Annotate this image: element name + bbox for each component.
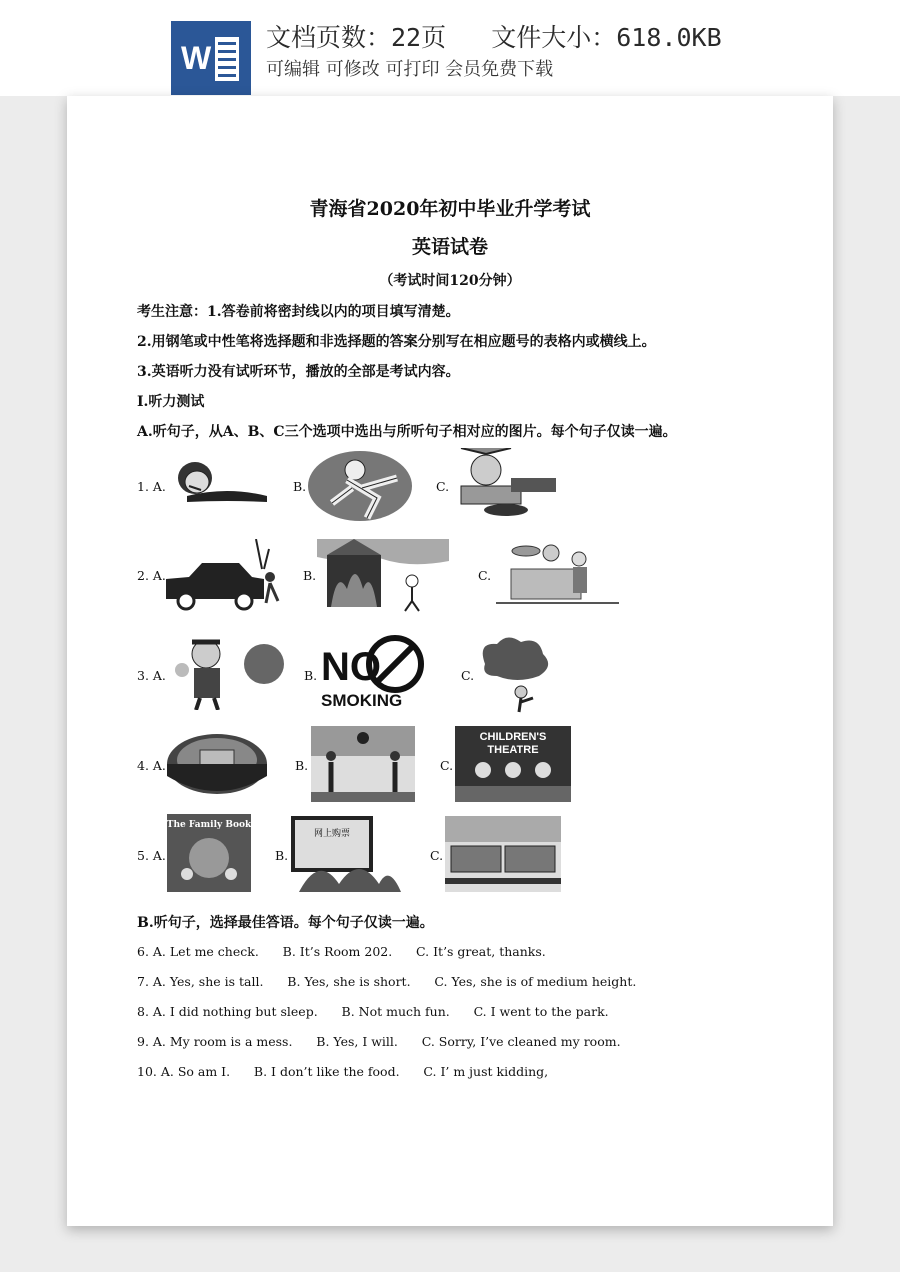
question-7: 7. A. Yes, she is tall. B. Yes, she is short. C. Yes, she is of medium height. [137,974,637,989]
note-2: 2.用钢笔或中性笔将选择题和非选择题的答案分别写在相应题号的表格内或横线上。 [137,334,656,350]
q5-picture-c-train [445,816,561,892]
q4-picture-c-childrens-theatre [455,726,571,802]
online-ticket-text: 网上购票 [313,829,351,839]
question-10: 10. A. So am I. B. I don’t like the food. C. I’ m just kidding, [137,1064,549,1079]
document-features: 可编辑 可修改 可打印 会员免费下载 [266,59,554,80]
section-listening: Ⅰ.听力测试 [137,394,205,410]
part-a-instructions: A.听句子，从A、B、C三个选项中选出与所听句子相对应的图片。每个句子仅读一遍。 [137,424,677,440]
note-1: 考生注意：1.答卷前将密封线以内的项目填写清楚。 [137,304,460,320]
q3-option-c-label: C. [461,668,475,683]
q5-picture-a-family-book [167,814,251,892]
q4-picture-b-football-match [311,726,415,802]
q3-picture-a-boy-coughing [172,636,286,710]
q1-option-a-label: 1. A. [137,479,166,494]
q2-picture-b-house-fire [317,539,449,613]
q5-picture-b-online-tickets [289,814,401,892]
no-smoking-text-smoking: SMOKING [321,691,403,710]
exam-title: 青海省2020年初中毕业升学考试 [309,198,591,220]
document-info-title: 文档页数：22页 文件大小：618.0KB [266,23,722,52]
q1-picture-b-falling-boy [307,448,413,524]
q4-option-c-label: C. [440,758,454,773]
q4-picture-a-stadium [164,724,270,800]
q3-picture-c-pollution [477,636,553,714]
question-6: 6. A. Let me check. B. It’s Room 202. C. It’s great, thanks. [137,944,546,959]
word-lines-decoration [215,37,239,81]
q2-picture-a-car-accident [164,539,282,611]
q2-option-a-label: 2. A. [137,568,166,583]
exam-subject: 英语试卷 [411,236,488,258]
q1-option-b-label: B. [293,479,307,494]
q5-option-a-label: 5. A. [137,848,166,863]
theatre-text-2: THEATRE [487,744,539,756]
document-page [67,96,833,1226]
q4-option-b-label: B. [295,758,309,773]
q5-option-c-label: C. [430,848,444,863]
no-smoking-text-no: NO [321,645,381,689]
exam-time: （考试时间120分钟） [379,273,521,289]
q4-option-a-label: 4. A. [137,758,166,773]
word-logo-letter: W [181,40,212,76]
theatre-text-1: CHILDREN'S [479,731,547,743]
part-b-instructions: B.听句子，选择最佳答语。每个句子仅读一遍。 [137,915,434,931]
question-8: 8. A. I did nothing but sleep. B. Not much fun. C. I went to the park. [137,1004,609,1019]
q2-option-b-label: B. [303,568,317,583]
q1-option-c-label: C. [436,479,450,494]
family-book-text: The Family Book [167,820,251,830]
q2-option-c-label: C. [478,568,492,583]
q3-option-b-label: B. [304,668,318,683]
note-3: 3.英语听力没有试听环节，播放的全部是考试内容。 [137,364,460,380]
q1-picture-a-sick-boy [167,456,271,506]
q1-picture-c-boy-eating [451,448,561,518]
q2-picture-c-kitchen [491,539,621,611]
download-banner [0,0,900,96]
q3-option-a-label: 3. A. [137,668,166,683]
q5-option-b-label: B. [275,848,289,863]
question-9: 9. A. My room is a mess. B. Yes, I will. C. Sorry, I’ve cleaned my room. [137,1034,621,1049]
word-document-icon [171,21,251,95]
q3-picture-b-no-smoking-sign [319,634,431,712]
